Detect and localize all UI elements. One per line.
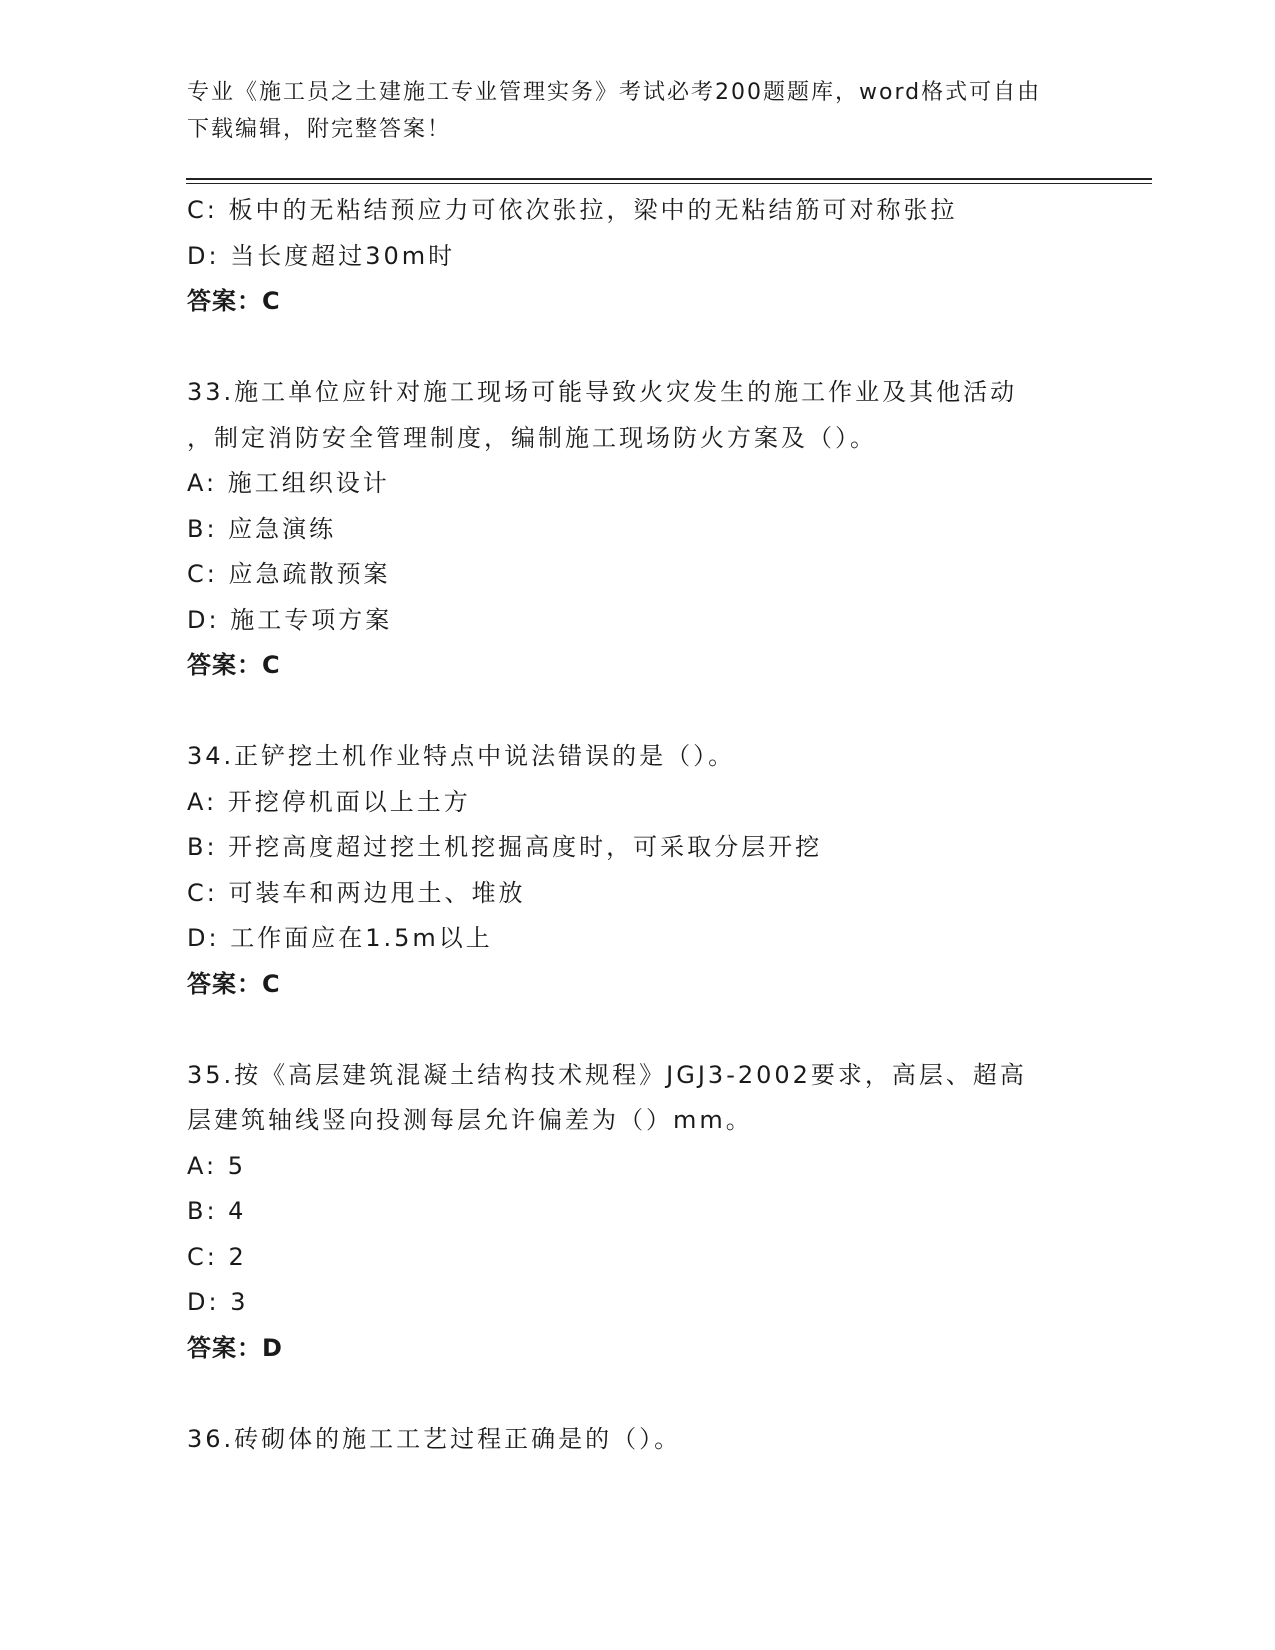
option-a: A: 施工组织设计	[187, 469, 390, 497]
question-33	[187, 370, 1087, 689]
option-d: D: 工作面应在1.5m以上	[187, 924, 493, 952]
question-stem: 36.砖砌体的施工工艺过程正确是的（）。	[187, 1424, 682, 1453]
question-32-continuation	[187, 188, 1087, 325]
question-stem: 33.施工单位应针对施工现场可能导致火灾发生的施工作业及其他活动	[187, 378, 1018, 406]
option-b: B: 应急演练	[187, 514, 337, 543]
question-35	[187, 1053, 1087, 1372]
option-b: B: 4	[187, 1197, 247, 1225]
header-line-1: 专业《施工员之土建施工专业管理实务》考试必考200题题库，word格式可自由	[187, 80, 1042, 105]
option-b: B: 开挖高度超过挖土机挖掘高度时，可采取分层开挖	[187, 833, 823, 861]
question-36	[187, 1417, 1087, 1463]
option-c: C: 2	[187, 1242, 247, 1271]
question-stem: 35.按《高层建筑混凝土结构技术规程》JGJ3-2002要求，高层、超高	[187, 1060, 1027, 1089]
option-c: C: 板中的无粘结预应力可依次张拉，梁中的无粘结筋可对称张拉	[187, 196, 958, 224]
option-c: C: 应急疏散预案	[187, 560, 391, 588]
header-divider-thin	[186, 183, 1152, 184]
answer-line: 答案：D	[187, 1333, 283, 1362]
option-d: D: 当长度超过30m时	[187, 241, 456, 270]
header-line-2: 下载编辑，附完整答案！	[187, 117, 452, 142]
option-c: C: 可装车和两边甩土、堆放	[187, 878, 526, 907]
spacer	[187, 325, 1087, 371]
answer-line: 答案：C	[187, 287, 281, 315]
header-divider-thick	[186, 178, 1152, 180]
exam-content	[187, 188, 1087, 1462]
spacer	[187, 689, 1087, 735]
spacer	[187, 1371, 1087, 1417]
question-stem: 34.正铲挖土机作业特点中说法错误的是（）。	[187, 742, 736, 770]
option-d: D: 施工专项方案	[187, 605, 393, 634]
page-header	[187, 74, 1067, 148]
question-stem: 层建筑轴线竖向投测每层允许偏差为（）mm。	[187, 1106, 753, 1134]
spacer	[187, 1007, 1087, 1053]
question-stem: ，制定消防安全管理制度，编制施工现场防火方案及（）。	[187, 423, 877, 452]
option-a: A: 5	[187, 1151, 246, 1180]
question-34	[187, 734, 1087, 1007]
answer-line: 答案：C	[187, 969, 281, 998]
option-d: D: 3	[187, 1288, 249, 1316]
answer-line: 答案：C	[187, 651, 281, 679]
option-a: A: 开挖停机面以上土方	[187, 787, 471, 816]
